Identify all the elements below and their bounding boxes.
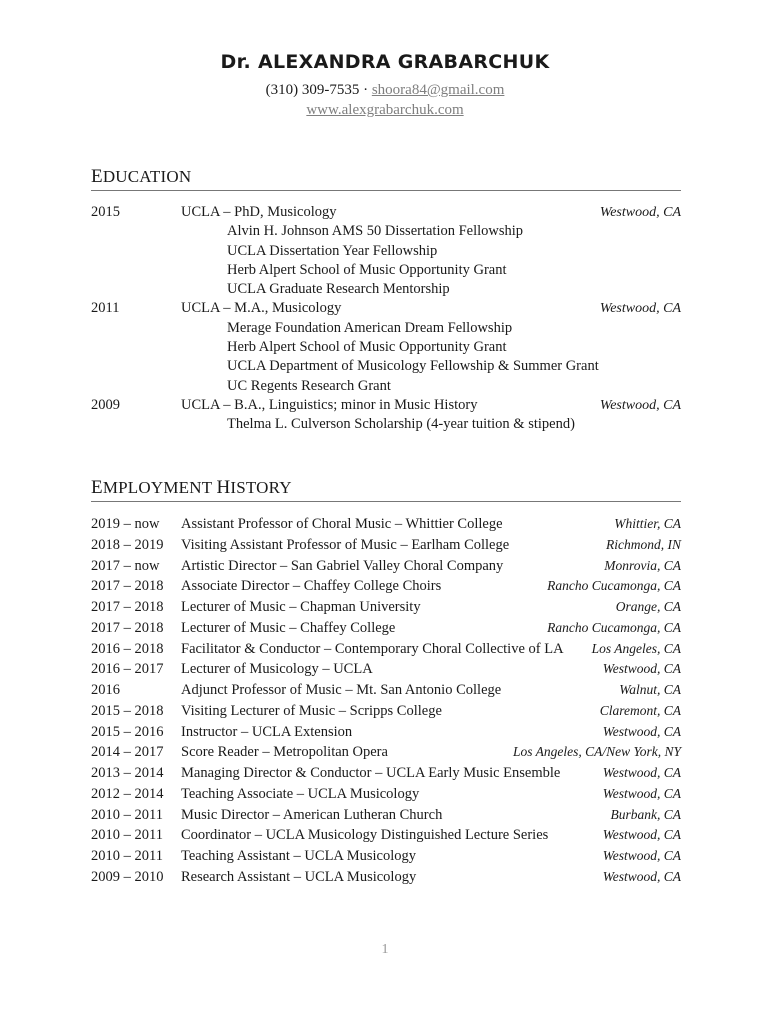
employment-row [91,618,681,639]
employment-location: Westwood, CA [602,765,681,780]
education-entry [91,396,681,435]
employment-years: 2012 – 2014 [91,785,164,802]
employment-years: 2019 – now [91,516,160,532]
employment-years: 2010 – 2011 [91,827,163,844]
employment-heading: EMPLOYMENT HISTORY [91,477,681,502]
education-location: Westwood, CA [599,301,681,317]
education-year: 2011 [91,300,120,317]
employment-row [91,722,681,743]
employment-location: Monrovia, CA [604,557,681,573]
employment-years: 2018 – 2019 [91,536,164,553]
employment-row [91,597,681,618]
education-award: Herb Alpert School of Music Opportunity Grant [227,261,507,278]
employment-location: Westwood, CA [602,848,681,863]
employment-title: Associate Director – Chaffey College Choirs [181,578,442,595]
employment-location: Westwood, CA [602,827,681,843]
website-line [0,100,770,120]
employment-years: 2013 – 2014 [91,765,164,781]
education-award: UCLA Department of Musicology Fellowship & Summer Grant [227,358,599,375]
employment-title: Facilitator & Conductor – Contemporary Choral Collective of LA [181,640,564,657]
employment-row [91,701,681,722]
employment-years: 2014 – 2017 [91,744,164,761]
employment-location: Los Angeles, CA [591,640,681,656]
employment-title: Lecturer of Music – Chaffey College [181,619,396,636]
employment-row [91,514,681,535]
employment-location: Westwood, CA [602,868,681,884]
employment-years: 2015 – 2016 [91,723,164,740]
employment-row [91,784,681,805]
page-number: 1 [381,942,389,957]
employment-row [91,742,681,763]
employment-location: Los Angeles, CA/New York, NY [512,744,681,760]
education-award: Alvin H. Johnson AMS 50 Dissertation Fellowship [227,223,524,240]
employment-title: Research Assistant – UCLA Musicology [181,868,417,885]
education-heading: EDUCATION [91,166,681,191]
email-link[interactable]: shoora84@gmail.com [371,82,505,98]
education-entry [91,203,681,299]
employment-location: Richmond, IN [606,536,681,552]
employment-years: 2010 – 2011 [91,806,163,823]
employment-row [91,659,681,680]
phone-number: (310) 309-7535 [265,82,360,98]
employment-row [91,680,681,701]
employment-title: Artistic Director – San Gabriel Valley Choral Company [181,557,504,574]
employment-title: Score Reader – Metropolitan Opera [181,744,388,761]
education-award: UCLA Dissertation Year Fellowship [227,242,438,259]
employment-row [91,576,681,597]
employment-title: Assistant Professor of Choral Music – Whittier College [181,516,503,532]
education-award: Herb Alpert School of Music Opportunity Grant [227,339,507,356]
education-award: UC Regents Research Grant [227,377,391,394]
education-location: Westwood, CA [599,205,681,220]
employment-location: Walnut, CA [619,682,681,697]
employment-title: Lecturer of Music – Chapman University [181,599,421,615]
employment-row [91,825,681,846]
employment-row [91,846,681,867]
education-degree: UCLA – B.A., Linguistics; minor in Music History [181,396,478,413]
education-award: UCLA Graduate Research Mentorship [227,281,450,298]
education-award: Merage Foundation American Dream Fellowship [227,319,513,336]
employment-years: 2017 – 2018 [91,578,164,595]
employment-title: Teaching Associate – UCLA Musicology [181,785,420,802]
employment-location: Westwood, CA [602,785,681,801]
employment-location: Whittier, CA [614,516,681,531]
education-section [91,203,681,435]
employment-title: Music Director – American Lutheran Church [181,806,443,823]
education-degree: UCLA – M.A., Musicology [181,300,342,317]
website-link[interactable]: www.alexgrabarchuk.com [306,102,464,118]
employment-years: 2016 [91,682,120,698]
employment-years: 2009 – 2010 [91,868,164,885]
employment-row [91,556,681,577]
employment-years: 2016 – 2017 [91,661,164,678]
employment-title: Lecturer of Musicology – UCLA [181,661,373,678]
education-year: 2015 [91,204,120,220]
education-award: Thelma L. Culverson Scholarship (4-year tuition & stipend) [227,416,575,433]
employment-location: Westwood, CA [602,661,681,677]
employment-years: 2017 – 2018 [91,599,164,615]
contact-line [0,80,770,100]
education-degree: UCLA – PhD, Musicology [181,204,337,220]
employment-row [91,867,681,888]
contact-separator: · [363,82,369,98]
employment-title: Instructor – UCLA Extension [181,723,353,740]
employment-row [91,639,681,660]
resume-header [0,50,770,120]
employment-location: Rancho Cucamonga, CA [547,619,681,635]
candidate-name: Dr. ALEXANDRA GRABARCHUK [220,51,550,73]
employment-years: 2016 – 2018 [91,640,164,657]
employment-title: Coordinator – UCLA Musicology Distinguished Lecture Series [181,827,549,844]
employment-location: Westwood, CA [602,723,681,739]
employment-title: Visiting Lecturer of Music – Scripps College [181,702,442,719]
employment-years: 2017 – 2018 [91,619,164,636]
employment-years: 2015 – 2018 [91,702,164,719]
employment-title: Visiting Assistant Professor of Music – Earlham College [181,536,510,553]
employment-row [91,535,681,556]
employment-location: Rancho Cucamonga, CA [547,578,681,594]
education-entry [91,299,681,395]
employment-title: Adjunct Professor of Music – Mt. San Antonio College [181,682,502,698]
employment-row [91,763,681,784]
employment-location: Claremont, CA [599,702,681,718]
employment-row [91,805,681,826]
employment-title: Teaching Assistant – UCLA Musicology [181,848,417,864]
employment-title: Managing Director & Conductor – UCLA Early Music Ensemble [181,765,561,781]
education-location: Westwood, CA [599,397,681,413]
employment-years: 2017 – now [91,557,160,574]
employment-section [91,514,681,888]
employment-years: 2010 – 2011 [91,848,163,864]
employment-location: Orange, CA [615,599,681,614]
education-year: 2009 [91,396,120,413]
employment-location: Burbank, CA [610,806,681,822]
